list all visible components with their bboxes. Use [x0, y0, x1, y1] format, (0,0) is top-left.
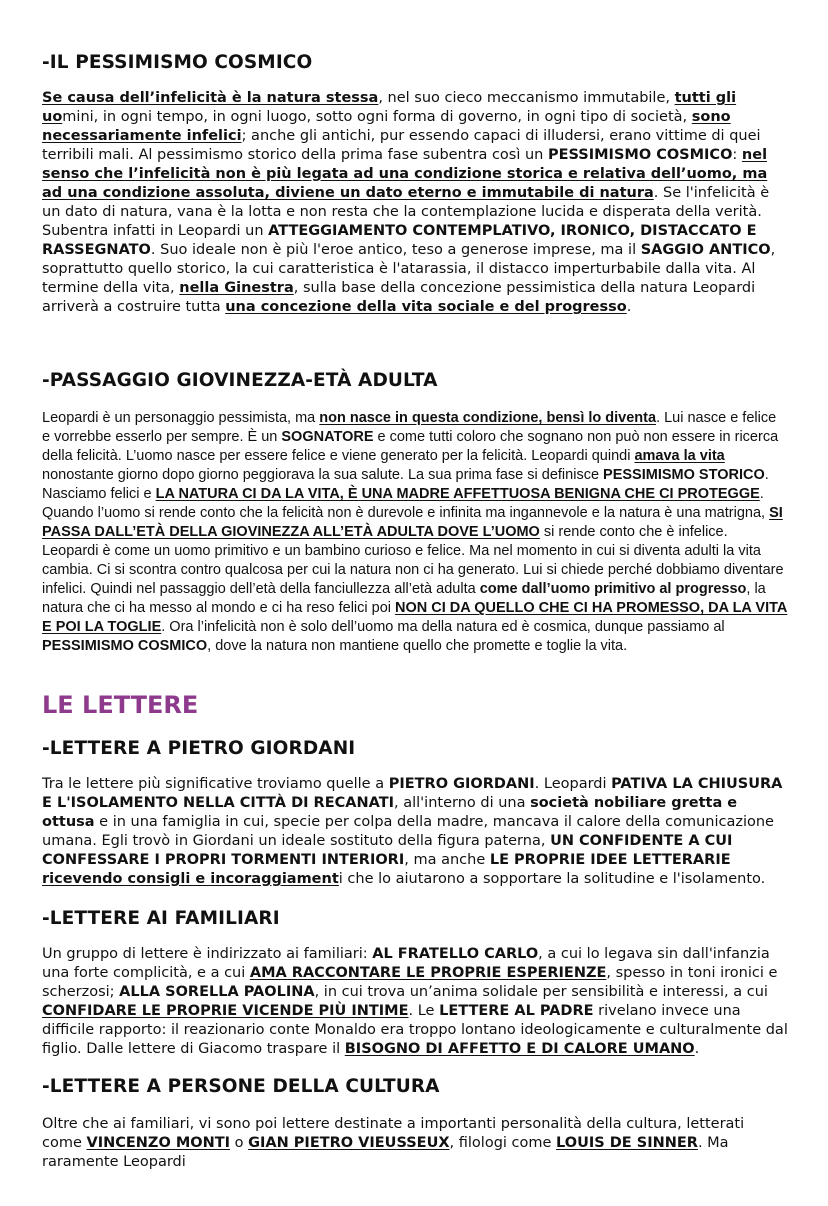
text-run: , dove la natura non mantiene quello che promette e toglie la vita.: [207, 638, 628, 654]
text-run: , nel suo cieco meccanismo immutabile,: [378, 90, 675, 106]
emphasis-bold: SAGGIO ANTICO: [640, 242, 771, 258]
paragraph-text: [42, 89, 788, 317]
emphasis-underlined: nella Ginestra: [179, 280, 294, 296]
emphasis-underlined: SI PASSA DALL’ETÀ DELLA GIOVINEZZA ALL’ETÀ ADULTA DOVE L’UOMO: [42, 505, 783, 540]
emphasis-bold: [87, 1135, 231, 1151]
section-heading: -LETTERE AI FAMILIARI: [42, 908, 280, 929]
text-run: Tra le lettere più significative troviamo quelle a: [42, 776, 389, 792]
emphasis-underlined: GIAN PIETRO VIEUSSEUX: [248, 1135, 450, 1151]
chapter-heading-block: [42, 691, 788, 719]
text-run: nonostante giorno dopo giorno peggiorava la sua salute. La sua prima fase si definisce: [42, 467, 604, 483]
emphasis-bold: PATIVA LA CHIUSURA E L'ISOLAMENTO NELLA CITTÀ DI RECANATI: [42, 776, 783, 811]
emphasis-underlined: non nasce in questa condizione, bensì lo diventa: [319, 410, 657, 426]
text-run: . Se l'infelicità è un dato di natura, vana è la lotta e non resta che la contemplazione lucida e disperata della verità. Subentra infatti in Leopardi un: [42, 185, 770, 239]
text-run: , sulla base della concezione pessimistica della natura Leopardi arriverà a costruire tutta: [42, 280, 756, 315]
text-run: Un gruppo di lettere è indirizzato ai familiari:: [42, 946, 373, 962]
section-familiari: [42, 908, 788, 929]
section-paragraph: [42, 89, 788, 317]
text-run: o: [230, 1135, 249, 1151]
emphasis-bold: [42, 1003, 409, 1019]
text-run: . Suo ideale non è più l'eroe antico, teso a generose imprese, ma il: [150, 242, 641, 258]
text-run: , soprattutto quello storico, la cui caratteristica è l'atarassia, il distacco imperturbabile dalla vita. Al termine della vita,: [42, 242, 776, 296]
text-run: , la natura che ci ha messo al mondo e ci ha reso felici poi: [42, 581, 766, 616]
text-run: .: [626, 299, 632, 315]
text-run: . Quando l’uomo si rende conto che la felicità non è durevole e infinita ma ingannevole e la natura è una matrigna,: [42, 486, 770, 521]
text-run: Leopardi è un personaggio pessimista, ma: [42, 410, 320, 426]
text-run: . Le: [408, 1003, 440, 1019]
emphasis-bold: [556, 1135, 698, 1151]
emphasis-underlined: nel senso che l’infelicità non è più legata ad una condizione storica e relativa dell’uomo, ma ad una condizione assoluta, diviene un dato eterno e immutabile di natura: [42, 147, 768, 201]
section-paragraph: [42, 409, 788, 656]
text-run: i che lo aiutarono a sopportare la solitudine e l'isolamento.: [338, 871, 766, 887]
text-run: . Ma raramente Leopardi: [42, 1135, 729, 1170]
emphasis-underlined: NON CI DA QUELLO CHE CI HA PROMESSO, DA LA VITA E POI LA TOGLIE: [42, 600, 788, 635]
section-heading: -IL PESSIMISMO COSMICO: [42, 52, 313, 73]
text-run: , ma anche: [404, 852, 490, 868]
text-run: , a cui lo legava sin dall'infanzia una forte complicità, e a cui: [42, 946, 770, 981]
paragraph-text: [42, 409, 788, 656]
emphasis-underlined: CONFIDARE LE PROPRIE VICENDE PIÙ INTIME: [42, 1003, 409, 1019]
text-run: . Leopardi: [534, 776, 612, 792]
section-cultura: [42, 1076, 788, 1097]
emphasis-underlined: una concezione della vita sociale e del progresso: [225, 299, 627, 315]
emphasis-bold: [345, 1041, 695, 1057]
emphasis-bold: ATTEGGIAMENTO CONTEMPLATIVO, IRONICO, DISTACCATO E RASSEGNATO: [42, 223, 757, 258]
emphasis-bold: PIETRO GIORDANI: [388, 776, 535, 792]
text-run: ; anche gli antichi, pur essendo capaci di illudersi, erano vittime di quei terribili mali. Al pessimismo storico della prima fase subentra così un: [42, 128, 761, 163]
text-run: .: [694, 1041, 700, 1057]
paragraph-text: [42, 945, 788, 1059]
section-pessimismo-cosmico: [42, 52, 788, 73]
text-run: rivelano invece una difficile rapporto: il reazionario conte Monaldo era troppo lontano ideologicamente e culturalmente dal figlio. Dalle lettere di Giacomo traspare il: [42, 1003, 788, 1057]
section-heading: -LETTERE A PERSONE DELLA CULTURA: [42, 1076, 440, 1097]
text-run: mini, in ogni tempo, in ogni luogo, sotto ogni forma di governo, in ogni tipo di società,: [62, 109, 692, 125]
emphasis-underlined: ricevendo consigli e incoraggiament: [42, 871, 339, 887]
text-run: , all'interno di una: [394, 795, 531, 811]
emphasis-bold: [250, 965, 607, 981]
emphasis-underlined: LA NATURA CI DA LA VITA, È UNA MADRE AFFETTUOSA BENIGNA CHE CI PROTEGGE: [155, 486, 760, 502]
text-run: . Nasciamo felici e: [42, 467, 769, 502]
emphasis-underlined: LOUIS DE SINNER: [556, 1135, 698, 1151]
emphasis-bold: come dall’uomo primitivo al progresso: [479, 581, 747, 597]
chapter-title: LE LETTERE: [42, 691, 199, 719]
section-paragraph: [42, 775, 788, 889]
section-passaggio: [42, 370, 788, 391]
emphasis-underlined: AMA RACCONTARE LE PROPRIE ESPERIENZE: [249, 965, 607, 981]
text-run: . Lui nasce e felice e vorrebbe esserlo per sempre. È un: [42, 410, 777, 445]
paragraph-text: [42, 775, 788, 889]
emphasis-bold: PESSIMISMO STORICO: [603, 467, 765, 483]
emphasis-bold: ALLA SORELLA PAOLINA: [119, 984, 315, 1000]
section-paragraph: [42, 945, 788, 1059]
emphasis-bold: SOGNATORE: [281, 429, 374, 445]
emphasis-underlined: Se causa dell’infelicità è la natura stessa: [42, 90, 379, 106]
emphasis-bold: [42, 90, 378, 106]
text-run: , spesso in toni ironici e scherzosi;: [42, 965, 778, 1000]
text-run: , filologi come: [449, 1135, 557, 1151]
text-run: , in cui trova un’anima solidale per sensibilità e interessi, a cui: [314, 984, 768, 1000]
section-heading: -LETTERE A PIETRO GIORDANI: [42, 738, 356, 759]
emphasis-bold: LETTERE AL PADRE: [439, 1003, 594, 1019]
section-heading: -PASSAGGIO GIOVINEZZA-ETÀ ADULTA: [42, 370, 438, 391]
text-run: e in una famiglia in cui, specie per colpa della madre, mancava il calore della comunicazione umana. Egli trovò in Giordani un ideale sostituto della figura paterna,: [42, 814, 774, 849]
emphasis-bold: AL FRATELLO CARLO: [372, 946, 539, 962]
emphasis-bold: [42, 871, 339, 887]
emphasis-bold: [319, 410, 656, 426]
emphasis-bold: LE PROPRIE IDEE LETTERARIE: [489, 852, 731, 868]
emphasis-bold: [248, 1135, 449, 1151]
emphasis-bold: PESSIMISMO COSMICO: [547, 147, 733, 163]
emphasis-bold: [634, 448, 724, 464]
section-paragraph: [42, 1115, 788, 1172]
emphasis-underlined: sono necessariamente infelici: [42, 109, 731, 144]
emphasis-bold: società nobiliare gretta e ottusa: [42, 795, 738, 830]
emphasis-underlined: tutti gli uo: [42, 90, 737, 125]
emphasis-bold: UN CONFIDENTE A CUI CONFESSARE I PROPRI TORMENTI INTERIORI: [42, 833, 733, 868]
text-run: . Ora l’infelicità non è solo dell’uomo ma della natura ed è cosmica, dunque passiamo al: [161, 619, 725, 635]
emphasis-bold: [179, 280, 293, 296]
emphasis-underlined: amava la vita: [634, 448, 725, 464]
emphasis-bold: PESSIMISMO COSMICO: [42, 638, 208, 654]
text-run: e come tutti coloro che sognano non può non essere in ricerca della felicità. L’uomo nasce per essere felice e viene generato per la felicità. Leopardi quindi: [42, 429, 779, 464]
emphasis-underlined: VINCENZO MONTI: [86, 1135, 230, 1151]
emphasis-bold: [156, 486, 760, 502]
emphasis-underlined: BISOGNO DI AFFETTO E DI CALORE UMANO: [344, 1041, 695, 1057]
paragraph-text: [42, 1115, 788, 1172]
emphasis-bold: [225, 299, 627, 315]
text-run: Oltre che ai familiari, vi sono poi lettere destinate a importanti personalità della cultura, letterati come: [42, 1116, 745, 1151]
section-giordani: [42, 738, 788, 759]
text-run: :: [732, 147, 742, 163]
text-run: si rende conto che è infelice. Leopardi è come un uomo primitivo e un bambino curioso e felice. Ma nel momento in cui si diventa adulti la vita cambia. Ci si scontra contro qualcosa per cui la natura non ci ha generato. Lui si chiede perché dobbiamo diventare infelici. Quindi nel passaggio dell’età della fanciullezza all’età adulta: [42, 524, 784, 597]
